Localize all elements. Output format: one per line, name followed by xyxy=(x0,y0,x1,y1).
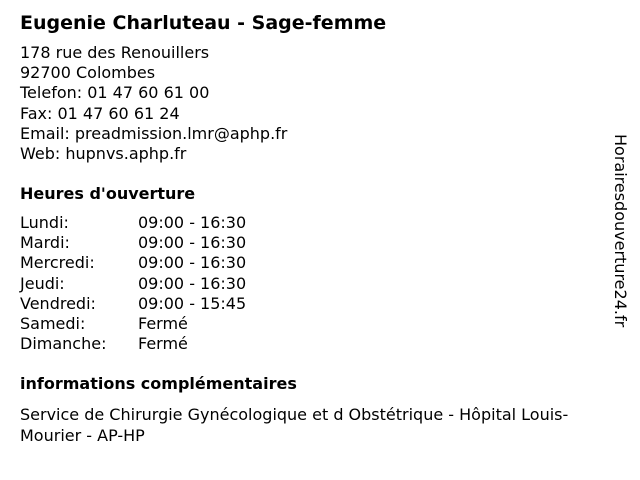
hours-day: Mercredi: xyxy=(20,253,95,273)
contact-block xyxy=(20,43,287,164)
brand-watermark: Horairesdouverture24.fr xyxy=(611,134,630,328)
hours-day: Dimanche: xyxy=(20,334,107,354)
hours-day: Jeudi: xyxy=(20,273,65,293)
hours-row-mardi xyxy=(20,233,246,253)
website: Web: hupnvs.aphp.fr xyxy=(20,144,187,164)
hours-heading: Heures d'ouverture xyxy=(20,184,196,203)
hours-day: Samedi: xyxy=(20,314,86,334)
city-postal: 92700 Colombes xyxy=(20,63,156,83)
info-text: Service de Chirurgie Gynécologique et d Obstétrique - Hôpital Louis-Mourier - AP-HP xyxy=(20,405,569,445)
hours-row-samedi xyxy=(20,314,246,334)
hours-row-mercredi xyxy=(20,253,246,273)
email-address: Email: preadmission.lmr@aphp.fr xyxy=(20,123,288,143)
hours-row-lundi xyxy=(20,213,246,233)
hours-time: 09:00 - 16:30 xyxy=(138,253,247,273)
hours-time: Fermé xyxy=(138,314,188,334)
hours-row-vendredi xyxy=(20,294,246,314)
hours-time: 09:00 - 16:30 xyxy=(138,213,247,232)
business-title: Eugenie Charluteau - Sage-femme xyxy=(20,12,387,34)
hours-day: Mardi: xyxy=(20,233,70,253)
hours-table xyxy=(20,213,246,354)
hours-row-dimanche xyxy=(20,334,246,354)
hours-row-jeudi xyxy=(20,274,246,294)
street-address: 178 rue des Renouillers xyxy=(20,43,210,62)
hours-time: Fermé xyxy=(138,334,188,354)
info-heading: informations complémentaires xyxy=(20,374,297,393)
hours-time: 09:00 - 16:30 xyxy=(138,273,247,293)
hours-time: 09:00 - 15:45 xyxy=(138,293,247,313)
fax-number: Fax: 01 47 60 61 24 xyxy=(20,103,180,123)
phone-number: Telefon: 01 47 60 61 00 xyxy=(20,83,210,103)
hours-time: 09:00 - 16:30 xyxy=(138,233,247,253)
hours-day: Lundi: xyxy=(20,213,69,232)
hours-day: Vendredi: xyxy=(20,293,96,313)
